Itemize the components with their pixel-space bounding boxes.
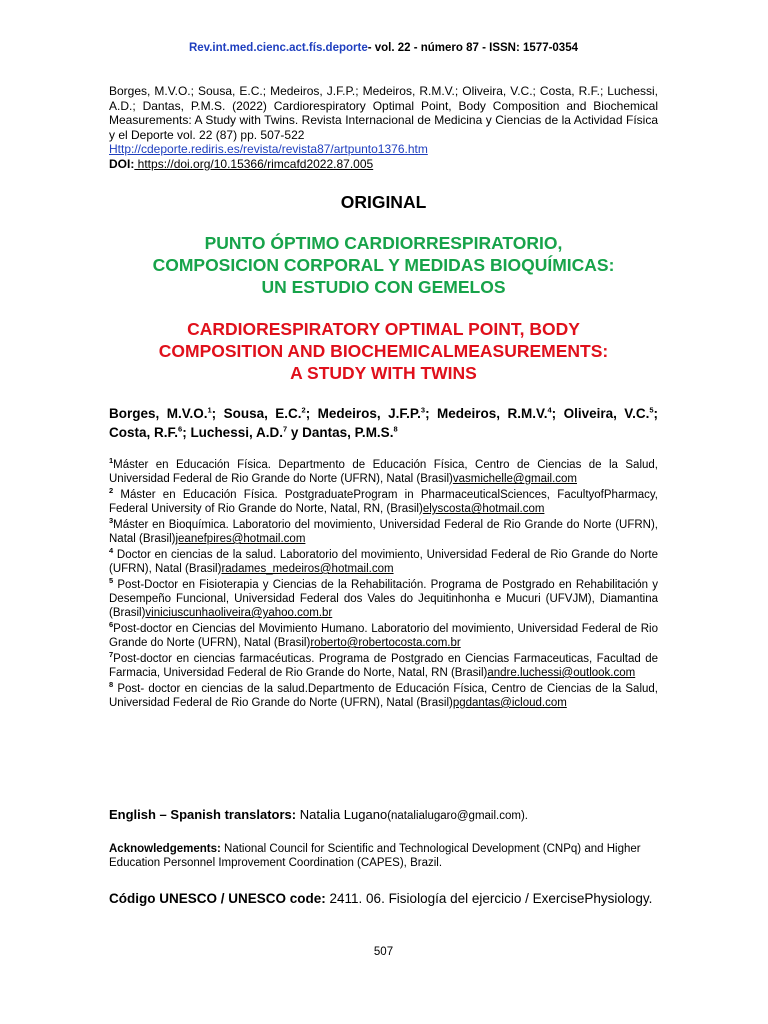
unesco-label: Código UNESCO / UNESCO code:	[109, 891, 326, 906]
author-name: Medeiros, R.M.V.	[437, 406, 548, 421]
translator-name: Natalia Lugano	[296, 807, 388, 822]
affiliation-number: 3	[109, 515, 114, 525]
section-heading: ORIGINAL	[340, 192, 427, 212]
author-affil-number: 5	[649, 405, 654, 415]
affiliation-email-link[interactable]: elyscosta@hotmail.com	[422, 503, 545, 516]
journal-volume-info: - vol. 22 - número 87 - ISSN: 1577-0354	[367, 42, 578, 54]
author-name: Costa, R.F.	[109, 425, 179, 440]
affiliation-list	[109, 458, 658, 711]
affiliation-item	[109, 458, 658, 486]
author-separator: ;	[425, 406, 437, 421]
title-english-line: CARDIORESPIRATORY OPTIMAL POINT, BODY	[187, 319, 580, 339]
affiliation-number: 2	[109, 486, 114, 496]
affiliation-text: Máster en Educación Física. PostgraduateProgram in PharmaceuticalSciences, FacultyofPharmacy, Federal University of Rio Grande do Norte, Natal, RN, (Brasil)	[109, 488, 658, 516]
affiliation-text: Máster en Bioquímica. Laboratorio del movimiento, Universidad Federal de Rio Grande do Norte (UFRN), Natal (Brasil)	[109, 518, 658, 546]
citation-block	[109, 84, 658, 171]
title-english	[109, 318, 658, 384]
author-affil-number: 7	[282, 424, 288, 434]
acknowledgements	[109, 842, 658, 870]
affiliation-email-link[interactable]: radames_medeiros@hotmail.com	[221, 562, 394, 575]
affiliation-text: Post- doctor en ciencias de la salud.Departmento de Educación Física, Centro de Ciencias de la Salud, Universidad Federal de Rio Grande do Norte (UFRN), Natal (Brasil)	[109, 682, 658, 709]
affiliation-email-link[interactable]: vasmichelle@gmail.com	[452, 473, 577, 486]
affiliation-text: Máster en Educación Física. Departmento de Educación Física, Centro de Ciencias de la Salud, Universidad Federal de Rio Grande do Norte (UFRN), Natal (Brasil)	[109, 459, 658, 486]
unesco-code	[109, 890, 658, 907]
article-url-link[interactable]: Http://cdeporte.rediris.es/revista/revista87/artpunto1376.htm	[109, 142, 428, 156]
affiliation-email-link[interactable]: roberto@robertocosta.com.br	[310, 636, 461, 649]
translator-email: (natalialugaro@gmail.com).	[387, 810, 528, 822]
author-separator: ;	[211, 406, 224, 421]
affiliation-item	[109, 649, 658, 680]
affiliation-item	[109, 515, 658, 546]
title-english-line: COMPOSITION AND BIOCHEMICALMEASUREMENTS:	[158, 341, 609, 361]
author-separator: y	[287, 425, 303, 440]
author-name: Luchessi, A.D.	[190, 425, 283, 440]
author-name: Borges, M.V.O.	[109, 406, 208, 421]
author-separator: ;	[551, 406, 564, 421]
title-spanish-line: PUNTO ÓPTIMO CARDIORRESPIRATORIO,	[204, 233, 563, 253]
affiliation-email-link[interactable]: jeanefpires@hotmail.com	[175, 533, 306, 546]
title-spanish-line: UN ESTUDIO CON GEMELOS	[261, 277, 506, 297]
author-name: Dantas, P.M.S.	[302, 425, 394, 440]
affiliation-item	[109, 575, 658, 621]
affiliation-item	[109, 679, 658, 710]
author-separator: ;	[182, 425, 191, 440]
affiliation-text: Post-Doctor en Fisioterapia y Ciencias de la Rehabilitación. Programa de Postgrado en Rehabilitación y Desempeño Funcional, Universidad Federal dos Vales do Jequitinhonha e Mucuri (UFVJM), Diamantina (Brasil)	[109, 578, 658, 620]
author-name: Oliveira, V.C.	[563, 406, 650, 421]
author-affil-number: 8	[393, 424, 398, 434]
journal-link[interactable]: Rev.int.med.cienc.act.fís.deporte	[188, 42, 368, 54]
doi-link[interactable]: https://doi.org/10.15366/rimcafd2022.87.005	[134, 156, 374, 171]
affiliation-item	[109, 619, 658, 650]
title-spanish-line: COMPOSICION CORPORAL Y MEDIDAS BIOQUÍMICAS:	[152, 255, 615, 275]
page-number: 507	[373, 946, 394, 958]
affiliation-text: Post-doctor en Ciencias del Movimiento Humano. Laboratorio del movimiento, Universidad Federal de Rio Grande do Norte (UFRN), Natal (Brasil)	[109, 622, 658, 649]
affiliation-item	[109, 545, 658, 576]
affiliation-number: 4	[109, 545, 114, 555]
author-affil-number: 1	[207, 405, 212, 415]
doi-label: DOI:	[109, 156, 135, 171]
affiliation-number: 7	[109, 649, 114, 659]
author-affil-number: 4	[547, 405, 552, 415]
journal-header	[109, 42, 658, 54]
affiliation-email-link[interactable]: viniciuscunhaoliveira@yahoo.com.br	[145, 607, 333, 620]
citation-text: Borges, M.V.O.; Sousa, E.C.; Medeiros, J.F.P.; Medeiros, R.M.V.; Oliveira, V.C.; Costa, R.F.; Luchessi, A.D.; Dantas, P.M.S. (2022) Cardiorespiratory Optimal Point, Body Composition and Biochemical Measurements: A Study with Twins. Revista Internacional de Medicina y Ciencias de la Actividad Física y el Deporte vol. 22 (87) pp. 507-522	[109, 84, 658, 142]
affiliation-text: Post-doctor en ciencias farmacéuticas. Programa de Postgrado en Ciencias Farmaceuticas, Facultad de Farmacia, Universidad Federal de Rio Grande do Norte, Natal, RN (Brasil)	[109, 652, 658, 679]
affiliation-email-link[interactable]: pgdantas@icloud.com	[452, 696, 567, 709]
acknowledgements-label: Acknowledgements:	[109, 843, 221, 855]
author-list	[109, 404, 658, 442]
affiliation-item	[109, 488, 658, 516]
affiliation-number: 5	[109, 575, 114, 585]
author-separator: ;	[653, 406, 658, 421]
affiliation-text: Doctor en ciencias de la salud. Laboratorio del movimiento, Universidad Federal de Rio Grande do Norte (UFRN), Natal (Brasil)	[109, 548, 658, 575]
author-name: Medeiros, J.F.P.	[317, 406, 421, 421]
affiliation-number: 8	[109, 679, 114, 689]
acknowledgements-text: National Council for Scientific and Technological Development (CNPq) and Higher Education Personnel Improvement Coordination (CAPES), Brazil.	[109, 843, 641, 869]
affiliation-email-link[interactable]: andre.luchessi@outlook.com	[487, 666, 636, 679]
title-spanish	[109, 232, 658, 298]
author-affil-number: 6	[178, 424, 183, 434]
affiliation-number: 6	[109, 619, 114, 629]
title-english-line: A STUDY WITH TWINS	[290, 363, 477, 383]
unesco-text: 2411. 06. Fisiología del ejercicio / ExercisePhysiology.	[325, 891, 653, 906]
author-name: Sousa, E.C.	[223, 406, 302, 421]
translators-label: English – Spanish translators:	[109, 807, 297, 822]
author-affil-number: 2	[301, 405, 306, 415]
affiliation-number: 1	[109, 456, 114, 466]
author-affil-number: 3	[420, 405, 426, 415]
author-separator: ;	[305, 406, 318, 421]
translators-line	[109, 807, 658, 822]
